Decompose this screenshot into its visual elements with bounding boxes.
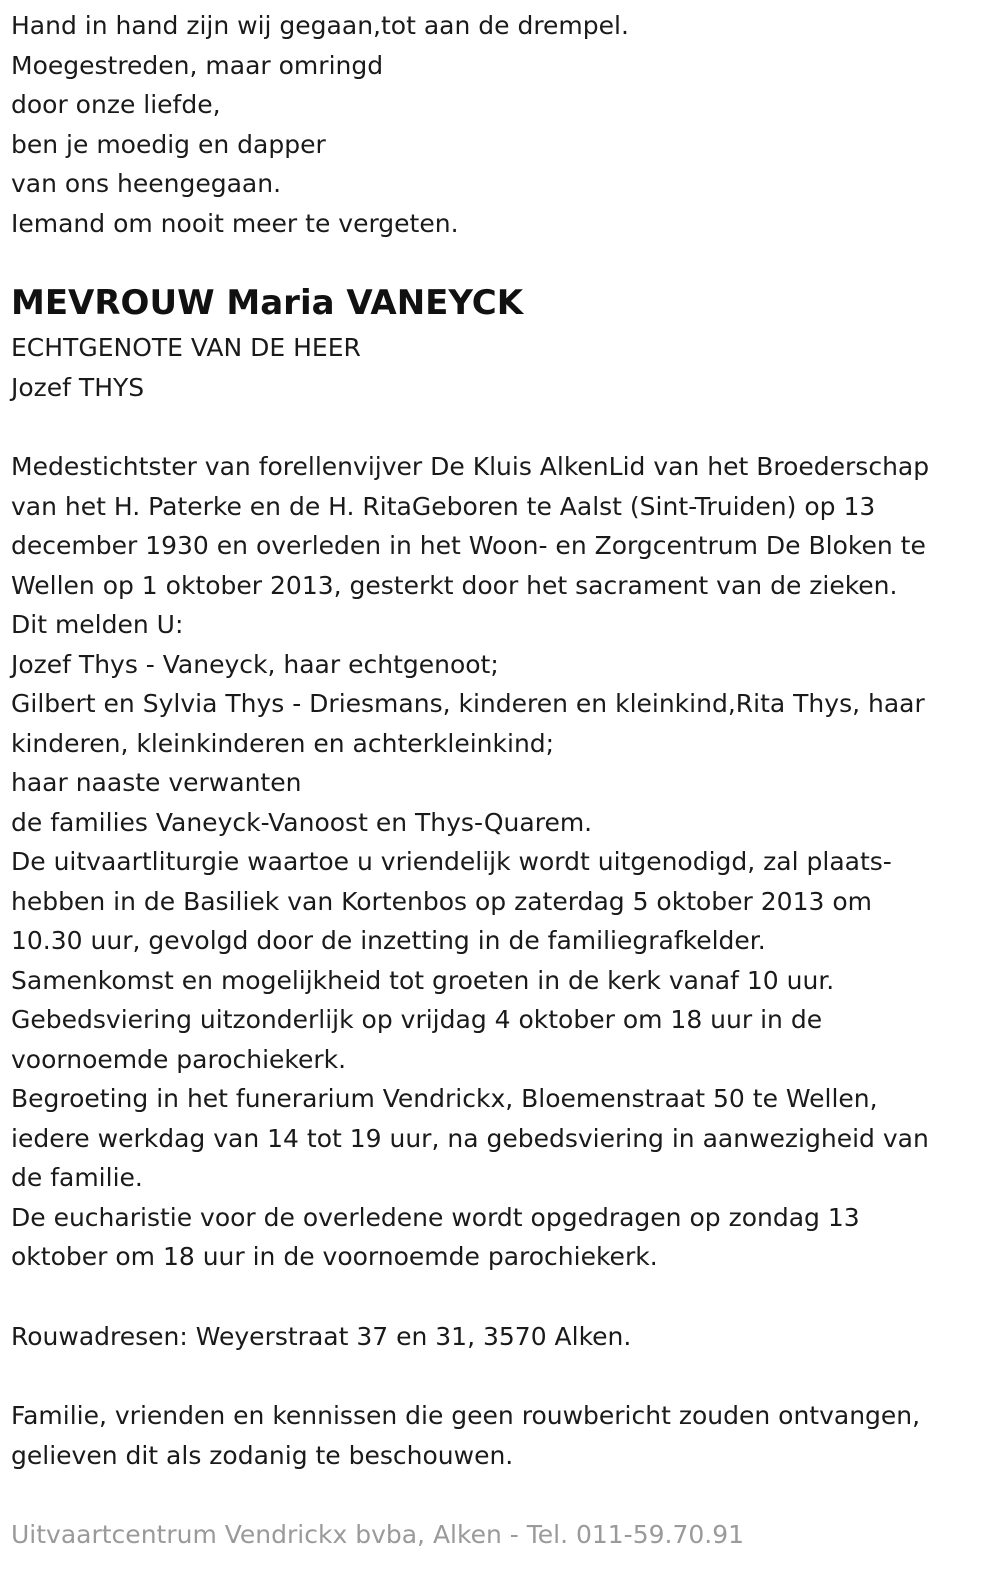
notice	[11, 1396, 986, 1475]
deceased-name: MEVROUW Maria VANEYCK	[11, 283, 524, 323]
body-line: Samenkomst en mogelijkheid tot groeten in de kerk vanaf 10 uur.	[11, 965, 835, 995]
spouse-name: Jozef THYS	[11, 372, 145, 402]
body-line: hebben in de Basiliek van Kortenbos op zaterdag 5 oktober 2013 om	[11, 886, 872, 916]
body-line: Wellen op 1 oktober 2013, gesterkt door het sacrament van de zieken.	[11, 570, 898, 600]
body-line: iedere werkdag van 14 tot 19 uur, na gebedsviering in aanwezigheid van	[11, 1123, 929, 1153]
body-line: de families Vaneyck-Vanoost en Thys-Quarem.	[11, 807, 593, 837]
body-line: Medestichtster van forellenvijver De Kluis AlkenLid van het Broederschap	[11, 452, 930, 481]
body-line: Gilbert en Sylvia Thys - Driesmans, kinderen en kleinkind,Rita Thys, haar	[11, 689, 925, 718]
body-line: oktober om 18 uur in de voornoemde parochiekerk.	[11, 1242, 658, 1271]
poem-line: Moegestreden, maar omringd	[11, 50, 384, 80]
body-line: De eucharistie voor de overledene wordt opgedragen op zondag 13	[11, 1202, 860, 1232]
poem-line: ben je moedig en dapper	[11, 129, 326, 159]
relation-line: ECHTGENOTE VAN DE HEER	[11, 333, 361, 362]
body-line: van het H. Paterke en de H. RitaGeboren te Aalst (Sint-Truiden) op 13	[11, 491, 876, 521]
obituary-page	[11, 0, 986, 1555]
mourning-address: Rouwadresen: Weyerstraat 37 en 31, 3570 Alken.	[11, 1321, 632, 1351]
poem-line: Hand in hand zijn wij gegaan,tot aan de drempel.	[11, 11, 629, 40]
body-line: december 1930 en overleden in het Woon- en Zorgcentrum De Bloken te	[11, 531, 926, 560]
body-line: 10.30 uur, gevolgd door de inzetting in de familiegrafkelder.	[11, 926, 766, 955]
funeral-home-footer: Uitvaartcentrum Vendrickx bvba, Alken - Tel. 011-59.70.91	[11, 1520, 745, 1549]
body-line: Dit melden U:	[11, 610, 184, 639]
notice-line: gelieven dit als zodanig te beschouwen.	[11, 1440, 514, 1470]
body-line: haar naaste verwanten	[11, 768, 302, 797]
body-line: De uitvaartliturgie waartoe u vriendelijk wordt uitgenodigd, zal plaats-	[11, 847, 892, 876]
body-line: kinderen, kleinkinderen en achterkleinkind;	[11, 728, 555, 758]
poem-line: Iemand om nooit meer te vergeten.	[11, 208, 459, 238]
poem-line: door onze liefde,	[11, 90, 221, 119]
poem-line: van ons heengegaan.	[11, 169, 282, 198]
body-line: Jozef Thys - Vaneyck, haar echtgenoot;	[11, 649, 499, 679]
body-line: Begroeting in het funerarium Vendrickx, Bloemenstraat 50 te Wellen,	[11, 1084, 878, 1113]
notice-line: Familie, vrienden en kennissen die geen rouwbericht zouden ontvangen,	[11, 1401, 921, 1430]
body-line: de familie.	[11, 1163, 143, 1192]
obituary-body	[11, 447, 986, 1277]
body-line: Gebedsviering uitzonderlijk op vrijdag 4 oktober om 18 uur in de	[11, 1005, 823, 1034]
poem	[11, 6, 986, 243]
body-line: voornoemde parochiekerk.	[11, 1044, 347, 1074]
